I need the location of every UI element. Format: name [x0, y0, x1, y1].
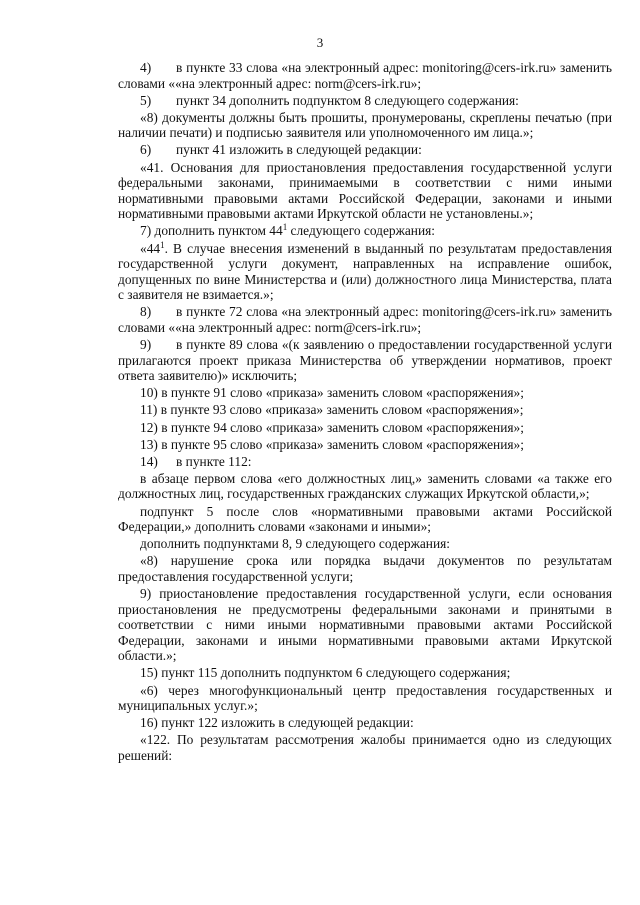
paragraph-text: 12) в пункте 94 слово «приказа» заменить словом «распоряжения»; [140, 419, 524, 435]
paragraph-text: «6) через многофункциональный центр предоставления государственных и муниципальных услуг.»; [118, 682, 612, 714]
item-number: 6) [140, 142, 152, 158]
paragraph-5 [118, 93, 612, 109]
paragraph-text: 16) пункт 122 изложить в следующей редакции: [140, 715, 414, 731]
paragraph-9 [118, 337, 612, 384]
paragraph-12 [118, 420, 612, 436]
paragraph-text: 10) в пункте 91 слово «приказа» заменить словом «распоряжения»; [140, 385, 524, 401]
paragraph-4 [118, 60, 612, 91]
item-number: 14) [140, 453, 158, 469]
item-number: 8) [140, 304, 152, 320]
paragraph-15 [118, 665, 612, 681]
paragraph-text: пункт 34 дополнить подпунктом 8 следующего содержания: [176, 92, 519, 108]
item-number: 9) [140, 337, 152, 353]
paragraph-14 [118, 454, 612, 470]
paragraph-14-add [118, 536, 612, 552]
paragraph-text: подпункт 5 после слов «нормативными правовыми актами Российской Федерации,» дополнить словами «законами и иными»; [118, 503, 612, 535]
paragraph-text: 13) в пункте 95 слово «приказа» заменить словом «распоряжения»; [140, 436, 524, 452]
paragraph-14-quote-8 [118, 553, 612, 584]
paragraph-text: . В случае внесения изменений в выданный по результатам предоставления государственной услуги документ, направленных на исправление ошибок, допущенных по вине Министерства и (или) должностного лица Министерства, плата с заявителя не взимается.»; [118, 240, 612, 303]
item-number: 5) [140, 92, 152, 108]
page-number: 3 [316, 35, 324, 50]
paragraph-text: в абзаце первом слова «его должностных лиц,» заменить словами «а также его должностных лиц, государственных гражданских служащих Иркутской области,»; [118, 470, 612, 502]
paragraph-16 [118, 715, 612, 731]
paragraph-13 [118, 437, 612, 453]
paragraph-text: «8) документы должны быть прошиты, пронумерованы, скреплены печатью (при наличии печати) и подписью заявителя или уполномоченного им лица.»; [118, 109, 612, 141]
paragraph-text: следующего содержания: [287, 223, 436, 239]
paragraph-14-first [118, 471, 612, 502]
superscript: 1 [282, 222, 288, 233]
paragraph-7-quote [118, 241, 612, 303]
paragraph-text: в пункте 112: [176, 453, 252, 469]
paragraph-text: 9) приостановление предоставления государственной услуги, если основания приостановления не предусмотрены федеральными законами и принятыми в соответствии с ними иными нормативными правовыми актами Российской Федерации, законами и иными нормативными правовыми актами Иркутской области.»; [118, 586, 612, 664]
paragraph-7 [118, 223, 612, 239]
paragraph-text: 11) в пункте 93 слово «приказа» заменить словом «распоряжения»; [140, 402, 524, 418]
document-body [118, 60, 612, 764]
paragraph-text: в пункте 72 слова «на электронный адрес: monitoring@cers-irk.ru» заменить словами ««на электронный адрес: norm@cers-irk.ru»; [118, 304, 612, 335]
paragraph-5-quote [118, 110, 612, 141]
item-number: 4) [140, 60, 152, 75]
paragraph-text: пункт 41 изложить в следующей редакции: [176, 142, 422, 158]
paragraph-6 [118, 142, 612, 158]
paragraph-text: «44 [140, 240, 161, 256]
paragraph-14-quote-9 [118, 586, 612, 664]
paragraph-text: «8) нарушение срока или порядка выдачи документов по результатам предоставления государственной услуги; [118, 553, 612, 584]
paragraph-text: «41. Основания для приостановления предоставления государственной услуги федеральными законами, принимаемыми в соответствии с ними иными нормативными правовыми актами Российской Федерации, законами и иными нормативными правовыми актами Иркутской области не установлены.»; [118, 159, 612, 222]
paragraph-14-sub5 [118, 504, 612, 535]
paragraph-6-quote [118, 160, 612, 222]
paragraph-11 [118, 402, 612, 418]
paragraph-16-quote [118, 732, 612, 763]
superscript: 1 [160, 239, 165, 250]
paragraph-text: 15) пункт 115 дополнить подпунктом 6 следующего содержания; [140, 665, 511, 681]
paragraph-8 [118, 304, 612, 335]
paragraph-text: 7) дополнить пунктом 44 [140, 223, 283, 239]
paragraph-text: «122. По результатам рассмотрения жалобы принимается одно из следующих решений: [118, 732, 612, 763]
paragraph-text: в пункте 89 слова «(к заявлению о предоставлении государственной услуги прилагаются проект приказа Министерства об утверждении нормативов, проект ответа заявителю)» исключить; [118, 337, 612, 384]
paragraph-text: дополнить подпунктами 8, 9 следующего содержания: [140, 536, 451, 552]
paragraph-text: в пункте 33 слова «на электронный адрес: monitoring@cers-irk.ru» заменить словами ««на электронный адрес: norm@cers-irk.ru»; [118, 60, 612, 91]
paragraph-10 [118, 385, 612, 401]
paragraph-15-quote [118, 683, 612, 714]
